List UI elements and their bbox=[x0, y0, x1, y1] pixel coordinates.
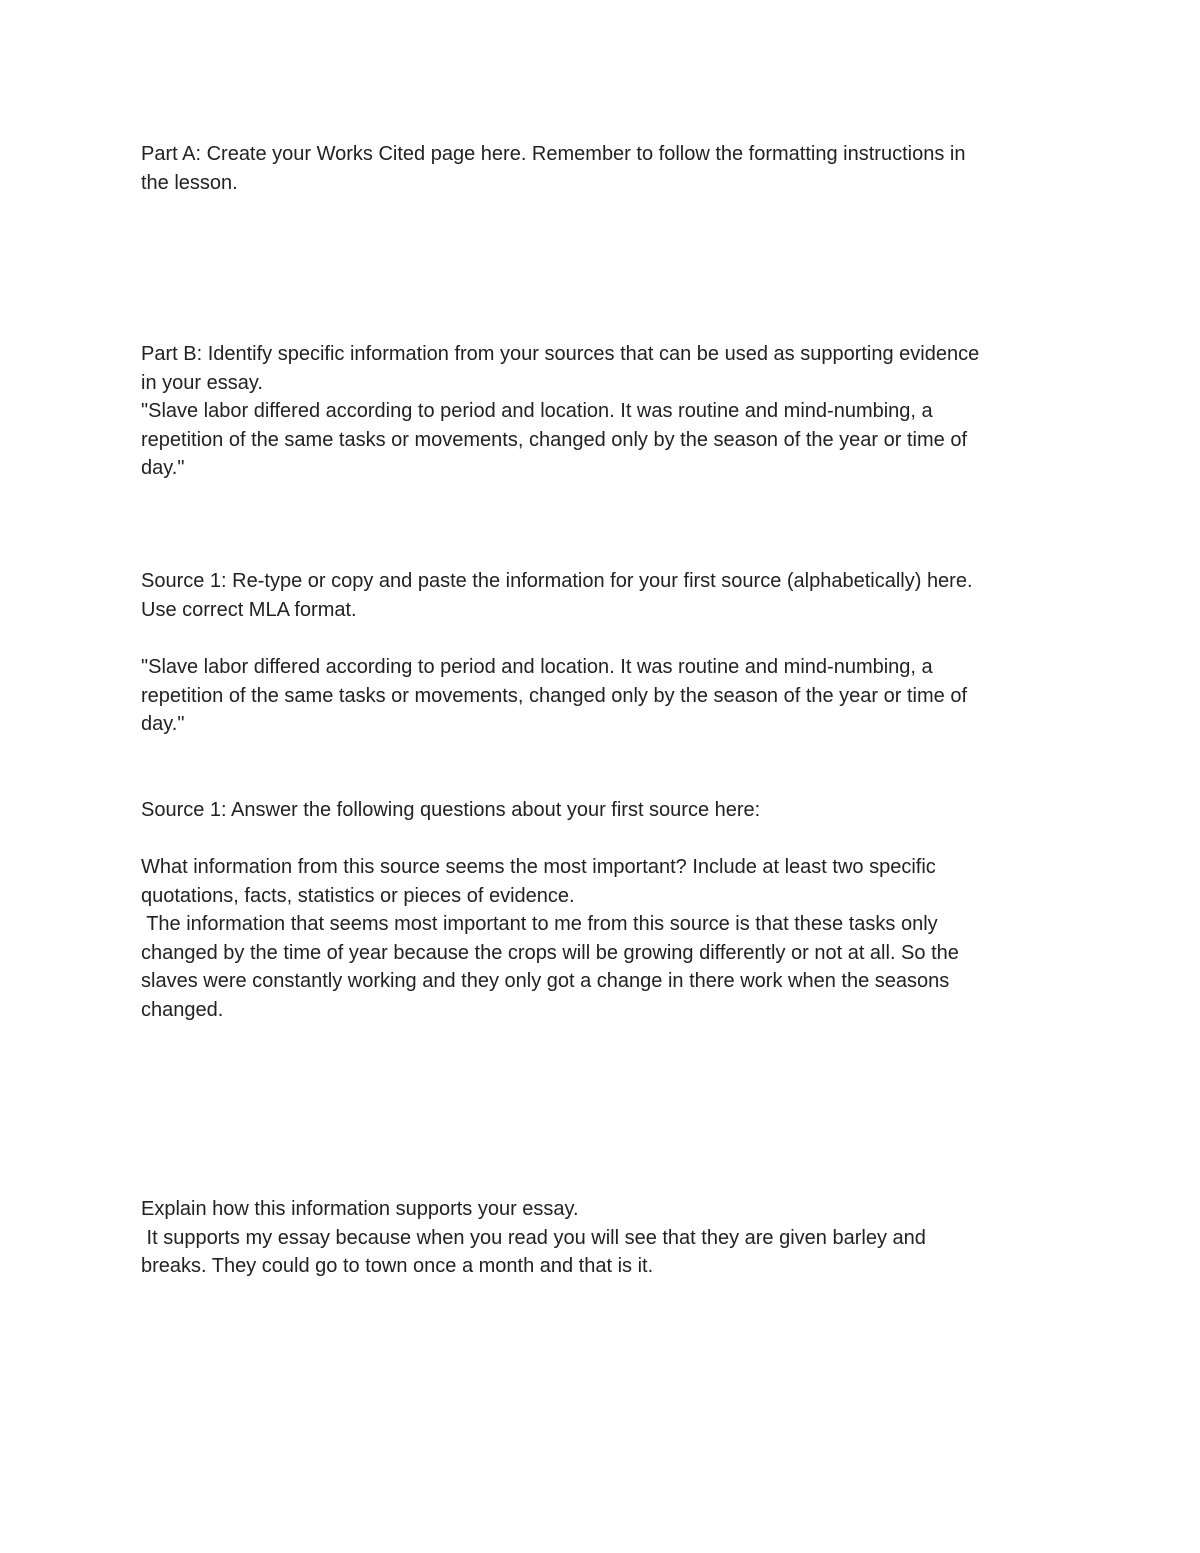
text-line: quotations, facts, statistics or pieces of evidence. bbox=[141, 884, 575, 907]
source1-info-instructions bbox=[141, 567, 1061, 624]
text-line: The information that seems most important to me from this source is that these tasks only bbox=[141, 913, 938, 936]
text-line: repetition of the same tasks or movements, changed only by the season of the year or time of bbox=[141, 684, 967, 707]
text-line: Source 1: Re-type or copy and paste the information for your first source (alphabetically) here. bbox=[141, 570, 973, 592]
text-line: What information from this source seems the most important? Include at least two specific bbox=[141, 856, 936, 878]
part-b-section bbox=[141, 340, 1061, 483]
text-line: the lesson. bbox=[141, 171, 238, 194]
question-most-important bbox=[141, 853, 1061, 1025]
text-line: breaks. They could go to town once a month and that is it. bbox=[141, 1255, 654, 1278]
text-line: Use correct MLA format. bbox=[141, 598, 357, 621]
text-line: It supports my essay because when you read you will see that they are given barley and bbox=[141, 1226, 926, 1249]
text-line: repetition of the same tasks or movements, changed only by the season of the year or time of bbox=[141, 428, 967, 451]
text-line: "Slave labor differed according to period and location. It was routine and mind-numbing, a bbox=[141, 400, 933, 423]
text-line: day." bbox=[141, 713, 185, 736]
part-a-instructions bbox=[141, 140, 1061, 197]
source1-quote bbox=[141, 653, 1061, 739]
text-line: "Slave labor differed according to period and location. It was routine and mind-numbing, a bbox=[141, 656, 933, 678]
text-line: Source 1: Answer the following questions about your first source here: bbox=[141, 799, 761, 821]
source1-questions-heading bbox=[141, 796, 1061, 825]
text-line: Part A: Create your Works Cited page here. Remember to follow the formatting instructions in bbox=[141, 143, 966, 165]
text-line: Explain how this information supports your essay. bbox=[141, 1198, 579, 1220]
question-supports-essay bbox=[141, 1195, 1061, 1281]
text-line: day." bbox=[141, 457, 185, 480]
text-line: slaves were constantly working and they only got a change in there work when the seasons bbox=[141, 970, 950, 993]
text-line: Part B: Identify specific information from your sources that can be used as supporting evidence bbox=[141, 343, 980, 365]
text-line: in your essay. bbox=[141, 371, 263, 394]
text-line: changed. bbox=[141, 998, 224, 1021]
text-line: changed by the time of year because the crops will be growing differently or not at all. So the bbox=[141, 941, 959, 964]
